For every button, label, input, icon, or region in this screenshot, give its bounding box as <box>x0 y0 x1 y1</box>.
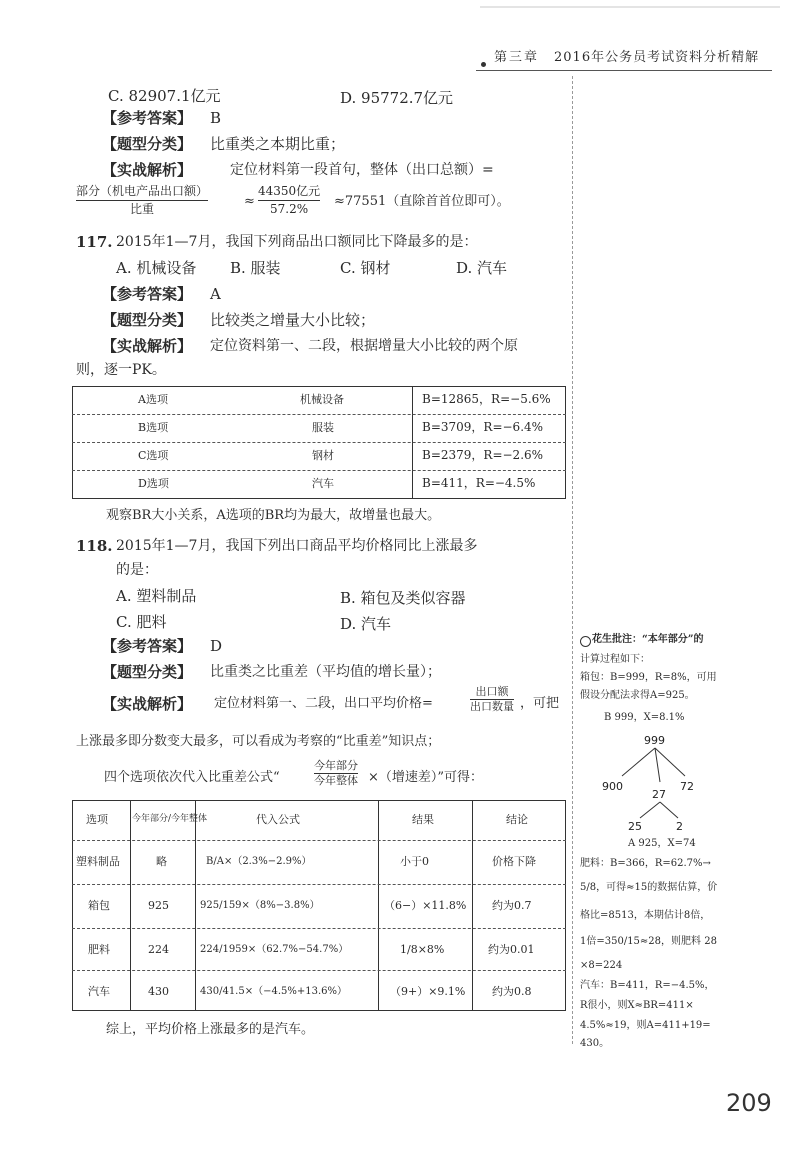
q118-option-d: D. 汽车 <box>340 615 392 633</box>
q118-analysis-line3-start: 四个选项依次代入比重差公式“ <box>104 770 280 785</box>
q117-table-row2-option: B选项 <box>138 421 169 434</box>
q116-part-denominator: 比重 <box>130 202 155 216</box>
top-scan-line <box>480 6 780 8</box>
q118-table-column-divider <box>378 800 379 1010</box>
tree-root: 999 <box>644 734 665 747</box>
q117-table-row1-option: A选项 <box>138 393 168 406</box>
q118-table-header-ratio: 今年部分/今年整体 <box>132 814 208 824</box>
q118-table-row4-ratio: 430 <box>148 985 169 998</box>
q116-value-denominator: 57.2% <box>270 202 309 216</box>
q117-table-row4-product: 汽车 <box>312 477 334 490</box>
q117-option-c: C. 钢材 <box>340 259 391 277</box>
tree-right: 72 <box>680 780 694 793</box>
q118-table-row-divider <box>72 884 566 885</box>
q118-table-row1-result: 小于0 <box>400 855 429 868</box>
q117-table-row4-values: B=411，R=−4.5% <box>422 476 536 490</box>
q118-table-right-border <box>565 800 566 1010</box>
q118-conclusion: 综上，平均价格上涨最多的是汽车。 <box>106 1022 315 1037</box>
q118-table-row1-option: 塑料制品 <box>76 855 120 868</box>
q117-table-row-divider <box>72 414 566 415</box>
q118-table-row1-ratio: 略 <box>156 855 167 868</box>
page-number: 209 <box>726 1089 772 1117</box>
q116-value-numerator: 44350亿元 <box>258 184 321 198</box>
q118-table-row4-result: （9+）×9.1% <box>390 985 466 998</box>
side-note-line: 430。 <box>580 1038 610 1049</box>
q118-table-row3-formula: 224/1959×（62.7%−54.7%） <box>200 944 349 955</box>
q117-table-row2-values: B=3709，R=−6.4% <box>422 420 544 434</box>
side-note-line: 计算过程如下： <box>580 654 650 665</box>
q118-table-row4-formula: 430/41.5×（−4.5%+13.6%） <box>200 986 348 997</box>
tree-leaf-right: 2 <box>676 820 683 832</box>
q118-table-column-divider <box>195 800 196 1010</box>
q118-table-row3-ratio: 224 <box>148 943 169 956</box>
tree-edge <box>655 748 660 782</box>
q117-table-row4-option: D选项 <box>138 477 169 490</box>
q117-table-row2-product: 服装 <box>312 421 334 434</box>
q117-table-row3-values: B=2379，R=−2.6% <box>422 448 544 462</box>
q117-table-row3-product: 钢材 <box>312 449 334 462</box>
q118-category-label: 【题型分类】 <box>102 663 193 681</box>
q118-stem-line1: 2015年1—7月，我国下列出口商品平均价格同比上涨最多 <box>116 538 478 554</box>
q118-table-row4-conclusion: 约为0.8 <box>492 985 532 998</box>
side-note-line: 5/8，可得≈15的数据估算，价 <box>580 882 718 893</box>
q117-option-b: B. 服装 <box>230 259 281 277</box>
q118-formula-fraction <box>314 760 358 787</box>
side-note-line: 格比=8513，本期估计8倍， <box>580 910 711 921</box>
q117-stem: 2015年1—7月，我国下列商品出口额同比下降最多的是： <box>116 234 478 250</box>
q117-analysis-line2: 则，逐一PK。 <box>76 362 166 378</box>
side-note-line: ×8=224 <box>580 960 623 971</box>
q118-answer-label: 【参考答案】 <box>102 637 193 655</box>
q116-value-fraction <box>258 184 320 217</box>
q118-table-header-conclusion: 结论 <box>506 813 528 826</box>
q118-analysis-line2: 上涨最多即分数变大最多，可以看成为考察的“比重差”知识点； <box>76 734 441 749</box>
q117-table-row1-values: B=12865，R=−5.6% <box>422 392 551 406</box>
tree-edge <box>622 748 655 776</box>
q117-number: 117. <box>76 233 113 251</box>
q118-table-row1-conclusion: 价格下降 <box>492 855 536 868</box>
side-note-line: 4.5%≈19，则A=411+19= <box>580 1020 711 1031</box>
q117-answer-label: 【参考答案】 <box>102 285 193 303</box>
q117-table-row1-product: 机械设备 <box>300 393 344 406</box>
q117-option-a: A. 机械设备 <box>116 259 197 277</box>
q117-table-bottom-border <box>72 498 566 499</box>
q118-option-b: B. 箱包及类似容器 <box>340 589 466 607</box>
q116-answer: B <box>210 109 222 127</box>
tree-left: 900 <box>602 780 623 793</box>
q116-answer-label: 【参考答案】 <box>102 109 193 127</box>
q118-analysis-label: 【实战解析】 <box>102 695 193 713</box>
q118-table-row2-conclusion: 约为0.7 <box>492 899 532 912</box>
q118-analysis-line3-end: ×（增速差）”可得： <box>368 770 484 785</box>
q118-table-row3-option: 肥料 <box>88 943 110 956</box>
q117-category-label: 【题型分类】 <box>102 311 193 329</box>
q118-number: 118. <box>76 537 113 555</box>
side-note-line: A 925，X=74 <box>628 838 696 849</box>
header-bullet-icon <box>481 62 486 67</box>
side-note-line: 假设分配法求得A=925。 <box>580 690 695 701</box>
side-note-title: 花生批注：“本年部分”的 <box>592 634 704 645</box>
q118-option-a: A. 塑料制品 <box>116 587 197 605</box>
side-note-line: 汽车：B=411，R=−4.5%， <box>580 980 715 991</box>
q118-price-denominator: 出口数量 <box>470 700 514 713</box>
side-note-line: 1倍=350/15≈28，则肥料 28 <box>580 936 717 947</box>
q117-table-row-divider <box>72 442 566 443</box>
q118-table-column-divider <box>130 800 131 1010</box>
q117-option-d: D. 汽车 <box>456 259 508 277</box>
tree-leaf-left: 25 <box>628 820 642 832</box>
q118-table-row-divider <box>72 928 566 929</box>
q116-category-label: 【题型分类】 <box>102 135 193 153</box>
q118-table-header-result: 结果 <box>412 813 434 826</box>
q118-table-row-divider <box>72 970 566 971</box>
q118-analysis-line1-tail: ，可把 <box>520 696 560 711</box>
q118-price-numerator: 出口额 <box>475 685 509 698</box>
q117-table-row-divider <box>72 470 566 471</box>
q117-table-top-border <box>72 386 566 387</box>
q118-answer: D <box>210 637 223 655</box>
q118-table-bottom-border <box>72 1010 566 1011</box>
q118-table-row2-formula: 925/159×（8%−3.8%） <box>200 900 320 911</box>
tree-edge <box>660 802 678 818</box>
q116-option-c: C. 82907.1亿元 <box>108 87 221 105</box>
side-column-dashed-divider <box>572 76 573 1044</box>
q118-table-row-divider <box>72 840 566 841</box>
q116-result: ≈77551（直除首首位即可）。 <box>334 194 510 209</box>
q117-analysis-label: 【实战解析】 <box>102 337 193 355</box>
header-chapter: 第三章 <box>494 50 540 65</box>
tree-edge <box>640 802 660 818</box>
q116-category: 比重类之本期比重； <box>210 135 346 153</box>
header-title: 2016年公务员考试资料分析精解 <box>554 50 760 65</box>
q117-table-row3-option: C选项 <box>138 449 169 462</box>
q118-option-c: C. 肥料 <box>116 613 167 631</box>
q118-table-row2-option: 箱包 <box>88 899 110 912</box>
peanut-note-icon <box>580 636 591 647</box>
q116-value-fraction-bar <box>258 200 320 201</box>
q118-table-row4-option: 汽车 <box>88 985 110 998</box>
q118-table-header-option: 选项 <box>86 813 108 826</box>
header-rule <box>476 70 772 71</box>
q118-table-header-formula: 代入公式 <box>256 813 300 826</box>
q116-approx-symbol: ≈ <box>244 194 255 209</box>
q118-table-row3-conclusion: 约为0.01 <box>488 943 535 956</box>
q117-analysis-line1: 定位资料第一、二段，根据增量大小比较的两个原 <box>210 338 518 354</box>
q118-analysis-line1: 定位材料第一、二段，出口平均价格= <box>214 696 433 711</box>
side-note-line: 肥料：B=366，R=62.7%→ <box>580 858 711 869</box>
tree-edge <box>655 748 685 776</box>
side-note-line: 箱包：B=999，R=8%，可用 <box>580 672 717 683</box>
q117-answer: A <box>210 285 221 303</box>
q118-stem-line2: 的是： <box>116 562 158 578</box>
tree-mid: 27 <box>652 788 666 801</box>
q118-table-row2-ratio: 925 <box>148 899 169 912</box>
q118-formula-denominator: 今年整体 <box>314 774 358 787</box>
q118-category: 比重类之比重差（平均值的增长量）； <box>210 664 441 680</box>
q116-part-fraction <box>76 184 208 217</box>
q116-option-d: D. 95772.7亿元 <box>340 89 454 107</box>
q118-table-row3-result: 1/8×8% <box>400 943 445 956</box>
q116-analysis-label: 【实战解析】 <box>102 161 193 179</box>
side-note-line: B 999，X=8.1% <box>604 712 685 723</box>
q116-part-fraction-bar <box>76 200 208 201</box>
q118-table-column-divider <box>472 800 473 1010</box>
q118-table-top-border <box>72 800 566 801</box>
q118-table-row1-formula: B/A×（2.3%−2.9%） <box>206 856 312 867</box>
q118-price-fraction <box>470 686 514 713</box>
allocation-tree-diagram <box>600 732 710 832</box>
q116-analysis-text: 定位材料第一段首句，整体（出口总额）= <box>230 162 494 178</box>
q116-part-numerator: 部分（机电产品出口额） <box>76 184 209 198</box>
q117-category: 比较类之增量大小比较； <box>210 311 376 329</box>
q117-conclusion: 观察BR大小关系，A选项的BR均为最大，故增量也最大。 <box>106 508 441 523</box>
side-note-line: R很小，则X≈BR=411× <box>580 1000 694 1011</box>
q118-table-row2-result: （6−）×11.8% <box>384 899 467 912</box>
q118-table-left-border <box>72 800 73 1010</box>
q118-formula-numerator: 今年部分 <box>314 759 358 772</box>
